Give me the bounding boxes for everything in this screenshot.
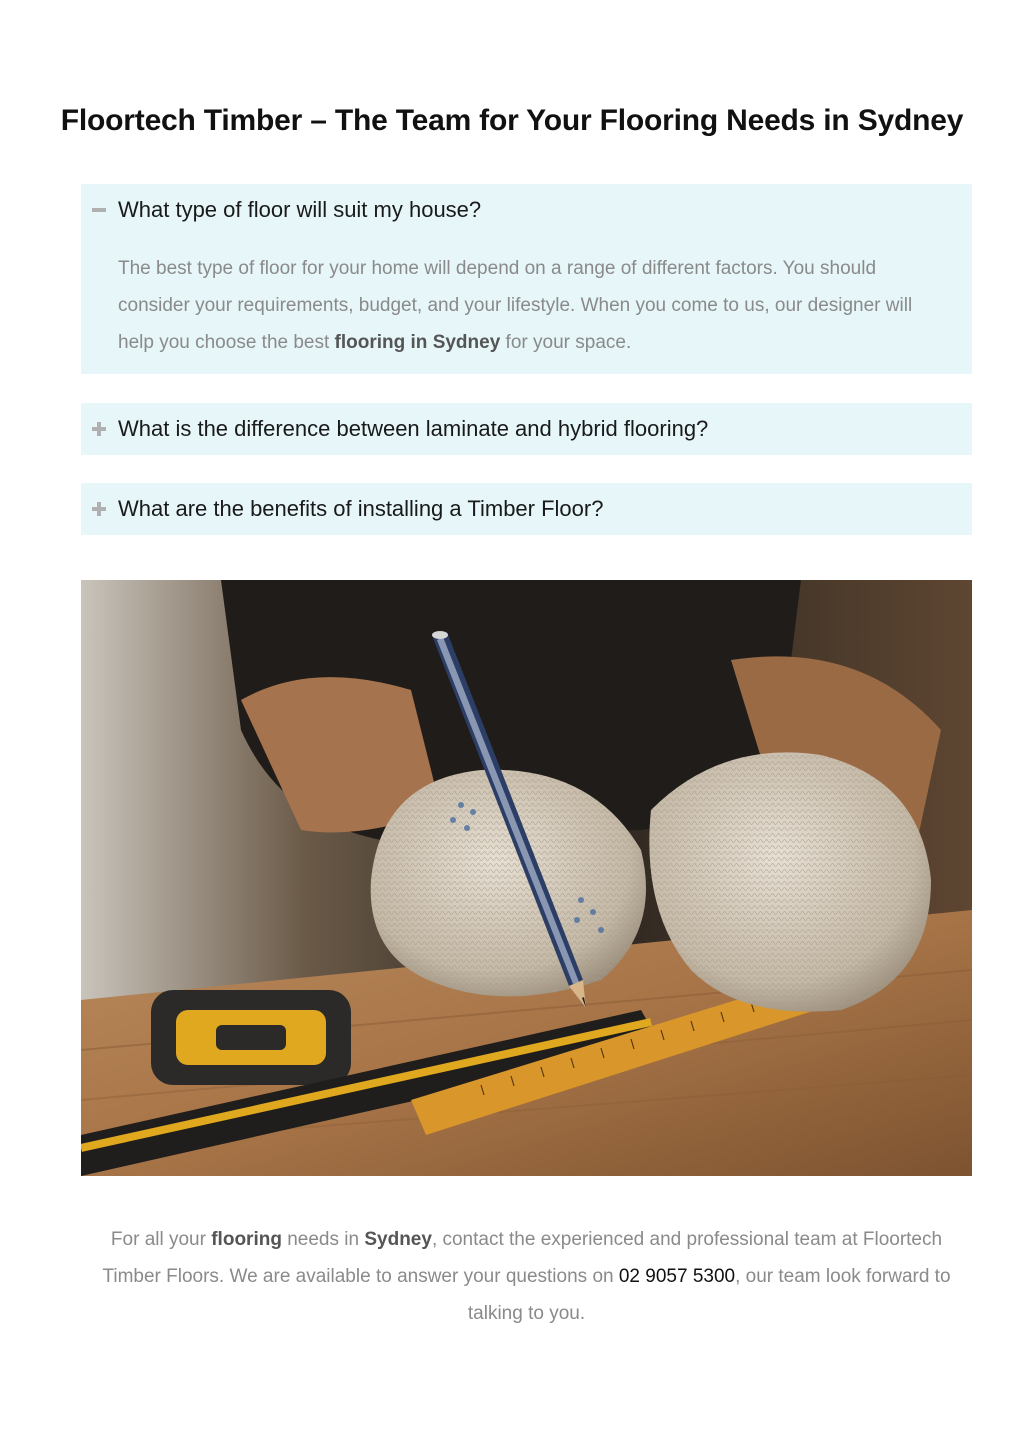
faq-toggle-laminate-vs-hybrid[interactable] <box>81 403 972 455</box>
faq-toggle-floor-type[interactable] <box>81 184 972 236</box>
faq-answer-text: The best type of floor for your home will depend on a range of different factors. You should consider your requirements, budget, and your lifestyle. When you come to us, our designer will help you choose the best <box>118 258 913 353</box>
faq-item-laminate-vs-hybrid <box>81 403 972 455</box>
plus-icon <box>92 422 106 436</box>
contact-paragraph <box>81 1221 972 1332</box>
minus-icon <box>92 203 106 217</box>
faq-toggle-timber-benefits[interactable] <box>81 483 972 535</box>
page-title: Floortech Timber – The Team for Your Flooring Needs in Sydney <box>60 104 964 137</box>
contact-text-3: , contact the experienced and professional team at Floortech Timber Floors. We are available to answer your questions on <box>102 1229 943 1287</box>
contact-keyword-flooring: flooring <box>211 1229 282 1250</box>
faq-answer <box>118 250 948 361</box>
contact-keyword-sydney: Sydney <box>364 1229 432 1250</box>
faq-item-timber-benefits <box>81 483 972 535</box>
plus-icon <box>92 502 106 516</box>
contact-text-2: needs in <box>281 1229 365 1250</box>
faq-item-floor-type <box>81 184 972 374</box>
faq-question: What is the difference between laminate and hybrid flooring? <box>118 416 709 441</box>
faq-answer-text-end: for your space. <box>500 332 632 353</box>
contact-text-4: , our team look forward to talking to you. <box>467 1266 951 1324</box>
faq-answer-keyword: flooring in Sydney <box>334 332 501 353</box>
phone-link[interactable]: 02 9057 5300 <box>618 1266 736 1287</box>
faq-question: What are the benefits of installing a Timber Floor? <box>118 496 604 521</box>
faq-question: What type of floor will suit my house? <box>118 197 482 222</box>
hero-image <box>81 580 972 1176</box>
hero-illustration <box>81 580 972 1176</box>
contact-text-1: For all your <box>110 1229 212 1250</box>
